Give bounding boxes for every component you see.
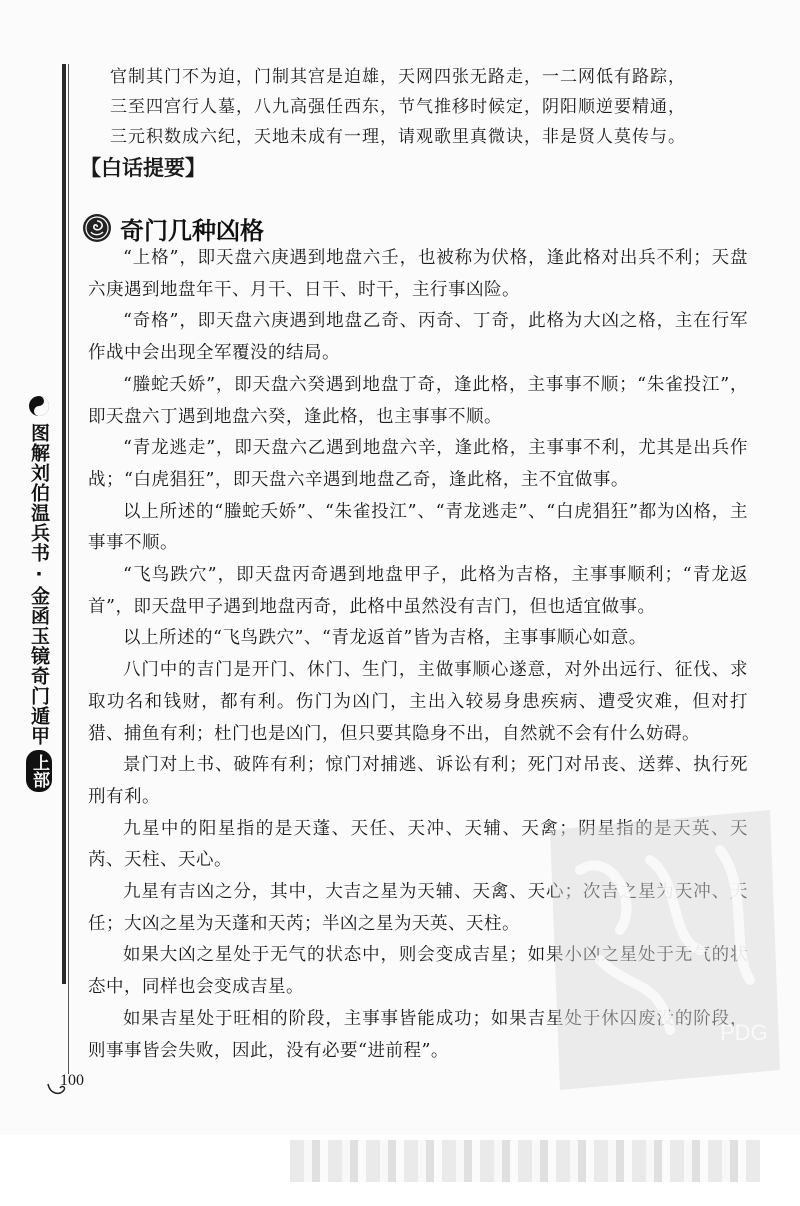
yin-yang-icon — [28, 395, 50, 417]
verse-line: 三至四宫行人墓，八九高强任西东，节气推移时候定，阴阳顺逆要精通， — [110, 97, 686, 117]
pdg-watermark — [520, 790, 790, 1090]
section-heading — [82, 208, 264, 248]
corner-swirl-icon — [46, 1082, 76, 1098]
paragraph: 如果吉星处于旺相的阶段，主事事皆能成功；如果吉星处于休囚废没的阶段，则事事皆会失败，因此，没有必要“进前程”。 — [88, 1008, 748, 1061]
volume-badge: 上部 — [26, 750, 52, 792]
section-title: 奇门几种凶格 — [120, 216, 264, 245]
scan-artifact — [290, 1140, 760, 1182]
paragraph: 八门中的吉门是开门、休门、生门，主做事顺心遂意，对外出远行、征伐、求取功名和钱财，都有利。伤门为凶门，主出入较易身患疾病、遭受灾难，但对打猎、捕鱼有利；杜门也是凶门，但只要其隐身不出，自然就不会有什么妨碍。 — [88, 660, 748, 744]
spine-bar — [62, 64, 66, 984]
paragraph: “飞鸟跌穴”，即天盘丙奇遇到地盘甲子，此格为吉格，主事事顺利；“青龙返首”，即天盘甲子遇到地盘丙奇，此格中虽然没有吉门，但也适宜做事。 — [88, 565, 748, 617]
paragraph: 九星有吉凶之分，其中，大吉之星为天辅、天禽、天心；次吉之星为天冲、天任；大凶之星为天蓬和天芮；半凶之星为天英、天柱。 — [88, 882, 748, 934]
paragraph: “奇格”，即天盘六庚遇到地盘乙奇、丙奇、丁奇，此格为大凶之格，主在行军作战中会出现全军覆没的结局。 — [88, 311, 748, 364]
paragraph: “上格”，即天盘六庚遇到地盘六壬，也被称为伏格，逢此格对出兵不利；天盘六庚遇到地盘年干、月干、日干、时干，主行事凶险。 — [88, 248, 748, 300]
paragraph: 九星中的阳星指的是天蓬、天任、天冲、天辅、天禽；阴星指的是天英、天芮、天柱、天心。 — [88, 818, 748, 871]
paragraph: 以上所述的“螣蛇夭娇”、“朱雀投江”、“青龙逃走”、“白虎猖狂”都为凶格，主事事不顺。 — [88, 501, 748, 554]
verse-block — [110, 62, 750, 152]
paragraph: 以上所述的“飞鸟跌穴”、“青龙返首”皆为吉格，主事事顺心如意。 — [123, 628, 647, 649]
page-number: 100 — [60, 1072, 84, 1089]
summary-heading: 【白话提要】 — [80, 156, 206, 180]
verse-line: 三元积数成六纪，天地未成有一理，请观歌里真微诀，非是贤人莫传与。 — [110, 127, 686, 147]
book-title-vertical: 图解刘伯温兵书·金函玉镜奇门遁甲 — [28, 423, 50, 746]
paragraph: “青龙逃走”，即天盘六乙遇到地盘六辛，逢此格，主事事不利，尤其是出兵作战；“白虎猖狂”，即天盘六辛遇到地盘乙奇，逢此格，主不宜做事。 — [88, 438, 748, 490]
side-title — [24, 395, 54, 796]
paragraph: “螣蛇夭娇”，即天盘六癸遇到地盘丁奇，逢此格，主事事不顺；“朱雀投江”，即天盘六丁遇到地盘六癸，逢此格，也主事事不顺。 — [88, 374, 748, 427]
watermark-label: PDG — [720, 1020, 768, 1045]
paragraph: 如果大凶之星处于无气的状态中，则会变成吉星；如果小凶之星处于无气的状态中，同样也会变成吉星。 — [88, 945, 748, 998]
paragraph: 景门对上书、破阵有利；惊门对捕逃、诉讼有利；死门对吊丧、送葬、执行死刑有利。 — [88, 755, 748, 807]
spine-rule — [68, 64, 69, 1074]
scan-margin — [0, 1135, 800, 1206]
swirl-emblem-icon — [82, 213, 112, 243]
verse-line: 官制其门不为迫，门制其宫是迫雄，天网四张无路走，一二网低有路踪， — [110, 67, 686, 87]
